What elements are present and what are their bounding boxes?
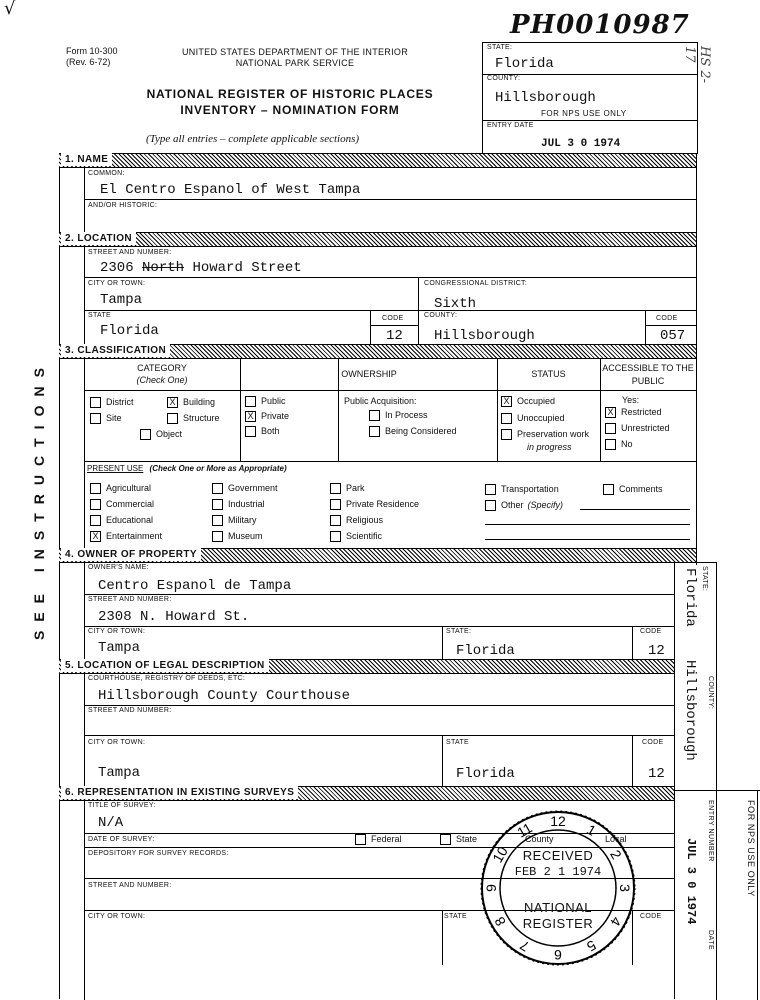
unrestricted-label: Unrestricted	[621, 423, 670, 433]
private-label: Private	[261, 411, 290, 421]
use-entertainment[interactable]	[90, 531, 162, 542]
government-label: Government	[228, 483, 278, 493]
stamp-date: FEB 2 1 1974	[514, 865, 602, 879]
s5-state-label: STATE	[446, 739, 470, 746]
private-residence-checkbox[interactable]	[330, 499, 341, 510]
side-column-left	[674, 562, 675, 999]
agency-header	[140, 47, 450, 69]
form-title-line2: INVENTORY – NOMINATION FORM	[180, 103, 400, 117]
location-county-code: 057	[660, 328, 686, 344]
category-object[interactable]	[140, 429, 182, 440]
preservation-checkbox[interactable]	[501, 429, 512, 440]
owner-name-value: Centro Espanol de Tampa	[98, 578, 292, 594]
service-name: NATIONAL PARK SERVICE	[235, 58, 355, 68]
survey-title-label: TITLE OF SURVEY:	[88, 802, 156, 809]
stamp-digit: 5	[584, 937, 599, 955]
use-park[interactable]	[330, 483, 365, 494]
state-checkbox[interactable]	[440, 834, 451, 845]
transportation-checkbox[interactable]	[485, 484, 496, 495]
access-restricted[interactable]	[605, 407, 662, 418]
s5-street-label: STREET AND NUMBER:	[88, 707, 172, 714]
access-no[interactable]	[605, 439, 633, 450]
s5-code-value: 12	[648, 766, 665, 782]
category-site[interactable]	[90, 413, 122, 424]
access-yes-label: Yes:	[622, 395, 640, 405]
side-entry-label: ENTRY NUMBER	[707, 800, 714, 862]
building-checkbox[interactable]: X	[167, 397, 178, 408]
educational-label: Educational	[106, 515, 154, 525]
top-nps-label: FOR NPS USE ONLY	[541, 109, 627, 118]
category-structure[interactable]	[167, 413, 220, 424]
restricted-label: Restricted	[621, 407, 662, 417]
form-instruction: (Type all entries – complete applicable sections)	[146, 133, 360, 145]
other-checkbox[interactable]	[485, 500, 496, 511]
use-industrial[interactable]	[212, 499, 265, 510]
use-comments[interactable]	[603, 484, 663, 495]
form-title	[110, 86, 470, 118]
present-use-note: (Check One or More as Appropriate)	[149, 464, 287, 473]
scientific-checkbox[interactable]	[330, 531, 341, 542]
owner-state-value: Florida	[456, 643, 515, 659]
use-scientific[interactable]	[330, 531, 382, 542]
section2-bar	[59, 232, 696, 247]
public-checkbox[interactable]	[245, 396, 256, 407]
owner-code-value: 12	[648, 643, 665, 659]
being-considered-checkbox[interactable]	[369, 426, 380, 437]
occupied-label: Occupied	[517, 396, 556, 406]
private-checkbox[interactable]: X	[245, 411, 256, 422]
industrial-checkbox[interactable]	[212, 499, 223, 510]
department-name: UNITED STATES DEPARTMENT OF THE INTERIOR	[181, 47, 409, 57]
top-county-label: COUNTY:	[487, 75, 521, 82]
s5-state-value: Florida	[456, 766, 515, 782]
stamp-line2: REGISTER	[522, 916, 594, 931]
museum-checkbox[interactable]	[212, 531, 223, 542]
location-city-value: Tampa	[100, 292, 143, 308]
no-label: No	[621, 439, 633, 449]
entertainment-checkbox[interactable]: X	[90, 531, 101, 542]
use-private-residence[interactable]	[330, 499, 419, 510]
stamp-digit: 7	[517, 937, 532, 955]
section6-title: 6. REPRESENTATION IN EXISTING SURVEYS	[61, 786, 298, 799]
structure-label: Structure	[183, 413, 220, 423]
present-use-header	[87, 464, 287, 473]
top-county-value: Hillsborough	[495, 90, 596, 106]
category-head: CATEGORY	[137, 363, 187, 373]
in-process-checkbox[interactable]	[369, 410, 380, 421]
street-label: STREET AND NUMBER:	[88, 249, 172, 256]
historic-label: AND/OR HISTORIC:	[88, 202, 158, 209]
religious-checkbox[interactable]	[330, 515, 341, 526]
corner-checkmark: √	[4, 0, 16, 19]
depository-label: DEPOSITORY FOR SURVEY RECORDS:	[88, 850, 229, 857]
stamp-digit: 4	[607, 914, 625, 929]
unoccupied-checkbox[interactable]	[501, 413, 512, 424]
form-number	[66, 46, 118, 68]
side-date-label: DATE	[707, 930, 714, 951]
owner-state-label: STATE:	[446, 628, 472, 635]
status-preservation[interactable]	[501, 429, 589, 440]
category-header	[84, 362, 240, 386]
common-label: COMMON:	[88, 170, 125, 177]
received-stamp	[478, 806, 638, 970]
stamp-digit: 12	[550, 813, 566, 829]
unoccupied-label: Unoccupied	[517, 413, 565, 423]
use-museum[interactable]	[212, 531, 263, 542]
location-street-value	[100, 260, 302, 276]
occupied-checkbox[interactable]: X	[501, 396, 512, 407]
side-county-value: Hillsborough	[682, 660, 698, 761]
see-instructions-label: SEE INSTRUCTIONS	[31, 359, 47, 640]
accessible-head: ACCESSIBLE TO THE PUBLIC	[602, 363, 694, 386]
top-entry-date: JUL 3 0 1974	[541, 138, 621, 150]
s6-code-label: CODE	[640, 913, 662, 920]
museum-label: Museum	[228, 531, 263, 541]
status-head: STATUS	[531, 369, 566, 379]
top-right-box	[482, 42, 697, 154]
local-opt-label: Local	[605, 834, 627, 844]
owner-street-label: STREET AND NUMBER:	[88, 596, 172, 603]
common-name-value: El Centro Espanol of West Tampa	[100, 182, 361, 198]
site-label: Site	[106, 413, 122, 423]
owner-name-label: OWNER'S NAME:	[88, 564, 149, 571]
public-label: Public	[261, 396, 286, 406]
federal-label: Federal	[371, 834, 402, 844]
use-military[interactable]	[212, 515, 257, 526]
ownership-private[interactable]	[245, 411, 289, 422]
other-line-2	[485, 524, 690, 525]
being-considered-label: Being Considered	[385, 426, 457, 436]
stamp-digit: 11	[514, 819, 535, 841]
county-label: COUNTY:	[424, 312, 458, 319]
park-label: Park	[346, 483, 365, 493]
military-checkbox[interactable]	[212, 515, 223, 526]
stamp-digit: 8	[491, 914, 509, 929]
location-county-value: Hillsborough	[434, 328, 535, 344]
military-label: Military	[228, 515, 257, 525]
street-name: Howard Street	[192, 260, 302, 276]
owner-city-label: CITY OR TOWN:	[88, 628, 146, 635]
side-state-value: Florida	[682, 568, 698, 627]
other-line-3	[485, 539, 690, 540]
object-checkbox[interactable]	[140, 429, 151, 440]
top-state-value: Florida	[495, 56, 554, 72]
s6-city-label: CITY OR TOWN:	[88, 913, 146, 920]
s5-city-value: Tampa	[98, 765, 141, 781]
owner-code-label: CODE	[640, 628, 662, 635]
both-checkbox[interactable]	[245, 426, 256, 437]
use-transportation[interactable]	[485, 484, 559, 495]
commercial-checkbox[interactable]	[90, 499, 101, 510]
federal-checkbox[interactable]	[355, 834, 366, 845]
stamp-line1: NATIONAL	[523, 900, 593, 915]
section1-bar	[59, 153, 696, 168]
acq-being-considered[interactable]	[369, 426, 457, 437]
side-state-label: STATE:	[701, 566, 708, 592]
state-label: STATE	[88, 312, 112, 319]
use-commercial[interactable]	[90, 499, 154, 510]
owner-city-value: Tampa	[98, 640, 141, 656]
stamp-digit: 2	[607, 847, 625, 862]
right-rule-top	[696, 153, 697, 565]
top-entry-label: ENTRY DATE	[487, 122, 534, 129]
street-number: 2306	[100, 260, 134, 276]
in-process-label: In Process	[385, 410, 428, 420]
section4-title: 4. OWNER OF PROPERTY	[61, 548, 201, 561]
use-other[interactable]	[485, 500, 563, 511]
side-nps-label: FOR NPS USE ONLY	[746, 800, 756, 897]
use-religious[interactable]	[330, 515, 383, 526]
form-id: Form 10-300	[66, 46, 118, 56]
other-label: Other	[501, 500, 524, 510]
agricultural-checkbox[interactable]	[90, 483, 101, 494]
section5-title: 5. LOCATION OF LEGAL DESCRIPTION	[61, 659, 269, 672]
location-state-value: Florida	[100, 323, 159, 339]
ownership-head: OWNERSHIP	[341, 369, 397, 379]
use-educational[interactable]	[90, 515, 153, 526]
survey-federal[interactable]	[355, 834, 402, 845]
s5-code-label: CODE	[642, 739, 664, 746]
transportation-label: Transportation	[501, 484, 559, 494]
status-unoccupied[interactable]	[501, 413, 565, 424]
survey-state[interactable]	[440, 834, 477, 845]
category-district[interactable]	[90, 397, 134, 408]
comments-checkbox[interactable]	[603, 484, 614, 495]
present-use-label: PRESENT USE	[87, 464, 144, 473]
form-revision: (Rev. 6-72)	[66, 57, 111, 67]
handwritten-reference-id: PH0010987	[510, 10, 690, 40]
scientific-label: Scientific	[346, 531, 383, 541]
both-label: Both	[261, 426, 280, 436]
stamp-digit: 3	[617, 884, 633, 892]
stamp-received: RECEIVED	[522, 848, 594, 863]
congressional-label: CONGRESSIONAL DISTRICT:	[424, 280, 528, 287]
stamp-circle	[478, 806, 638, 970]
s5-city-label: CITY OR TOWN:	[88, 739, 146, 746]
building-label: Building	[183, 397, 216, 407]
other-note: (Specify)	[527, 500, 564, 510]
stamp-digit: 1	[584, 821, 599, 839]
section2-title: 2. LOCATION	[61, 232, 136, 245]
side-date-value: JUL 3 0 1974	[684, 838, 698, 925]
state-opt-label: State	[456, 834, 478, 844]
congressional-value: Sixth	[434, 296, 477, 312]
comments-label: Comments	[619, 484, 663, 494]
use-government[interactable]	[212, 483, 278, 494]
commercial-label: Commercial	[106, 499, 155, 509]
private-residence-label: Private Residence	[346, 499, 420, 509]
side-separator	[674, 790, 760, 791]
courthouse-value: Hillsborough County Courthouse	[98, 688, 351, 704]
category-building[interactable]	[167, 397, 215, 408]
government-checkbox[interactable]	[212, 483, 223, 494]
side-county-label: COUNTY:	[707, 676, 714, 710]
other-line-1	[580, 509, 690, 510]
site-checkbox[interactable]	[90, 413, 101, 424]
top-state-label: STATE:	[487, 44, 513, 51]
district-label: District	[106, 397, 134, 407]
category-sub: (Check One)	[136, 375, 188, 385]
no-checkbox[interactable]	[605, 439, 616, 450]
county-opt-label: County	[525, 834, 554, 844]
ownership-public[interactable]	[245, 396, 286, 407]
stamp-digit: 9	[483, 884, 499, 892]
religious-label: Religious	[346, 515, 384, 525]
location-state-code: 12	[386, 328, 403, 344]
inner-left-rule	[84, 166, 85, 1000]
city-label: CITY OR TOWN:	[88, 280, 146, 287]
educational-checkbox[interactable]	[90, 515, 101, 526]
left-rule	[59, 153, 60, 999]
entertainment-label: Entertainment	[106, 531, 163, 541]
structure-checkbox[interactable]	[167, 413, 178, 424]
ownership-both[interactable]	[245, 426, 280, 437]
restricted-checkbox[interactable]: X	[605, 407, 616, 418]
margin-note: HS 2-17	[682, 46, 712, 84]
access-unrestricted[interactable]	[605, 423, 670, 434]
industrial-label: Industrial	[228, 499, 265, 509]
courthouse-label: COURTHOUSE, REGISTRY OF DEEDS, ETC:	[88, 675, 246, 682]
acq-in-process[interactable]	[369, 410, 428, 421]
status-occupied[interactable]	[501, 396, 555, 407]
park-checkbox[interactable]	[330, 483, 341, 494]
agricultural-label: Agricultural	[106, 483, 152, 493]
owner-street-value: 2308 N. Howard St.	[98, 609, 250, 625]
survey-date-label: DATE OF SURVEY:	[88, 836, 155, 843]
county-code-label: CODE	[656, 315, 678, 322]
survey-title-value: N/A	[98, 815, 124, 831]
status-in-progress: in progress	[527, 442, 572, 452]
form-title-line1: NATIONAL REGISTER OF HISTORIC PLACES	[146, 87, 434, 101]
use-agricultural[interactable]	[90, 483, 151, 494]
stamp-digit: 10	[489, 843, 511, 866]
unrestricted-checkbox[interactable]	[605, 423, 616, 434]
object-label: Object	[156, 429, 183, 439]
public-acquisition-label: Public Acquisition:	[344, 396, 417, 406]
preservation-label: Preservation work	[517, 429, 590, 439]
struck-word: North	[142, 260, 185, 276]
stamp-digit: 6	[554, 947, 562, 963]
state-code-label: CODE	[382, 315, 404, 322]
s6-state-label: STATE	[444, 913, 468, 920]
section3-title: 3. CLASSIFICATION	[61, 344, 170, 357]
district-checkbox[interactable]	[90, 397, 101, 408]
section1-title: 1. NAME	[61, 153, 112, 166]
s6-street-label: STREET AND NUMBER:	[88, 882, 172, 889]
